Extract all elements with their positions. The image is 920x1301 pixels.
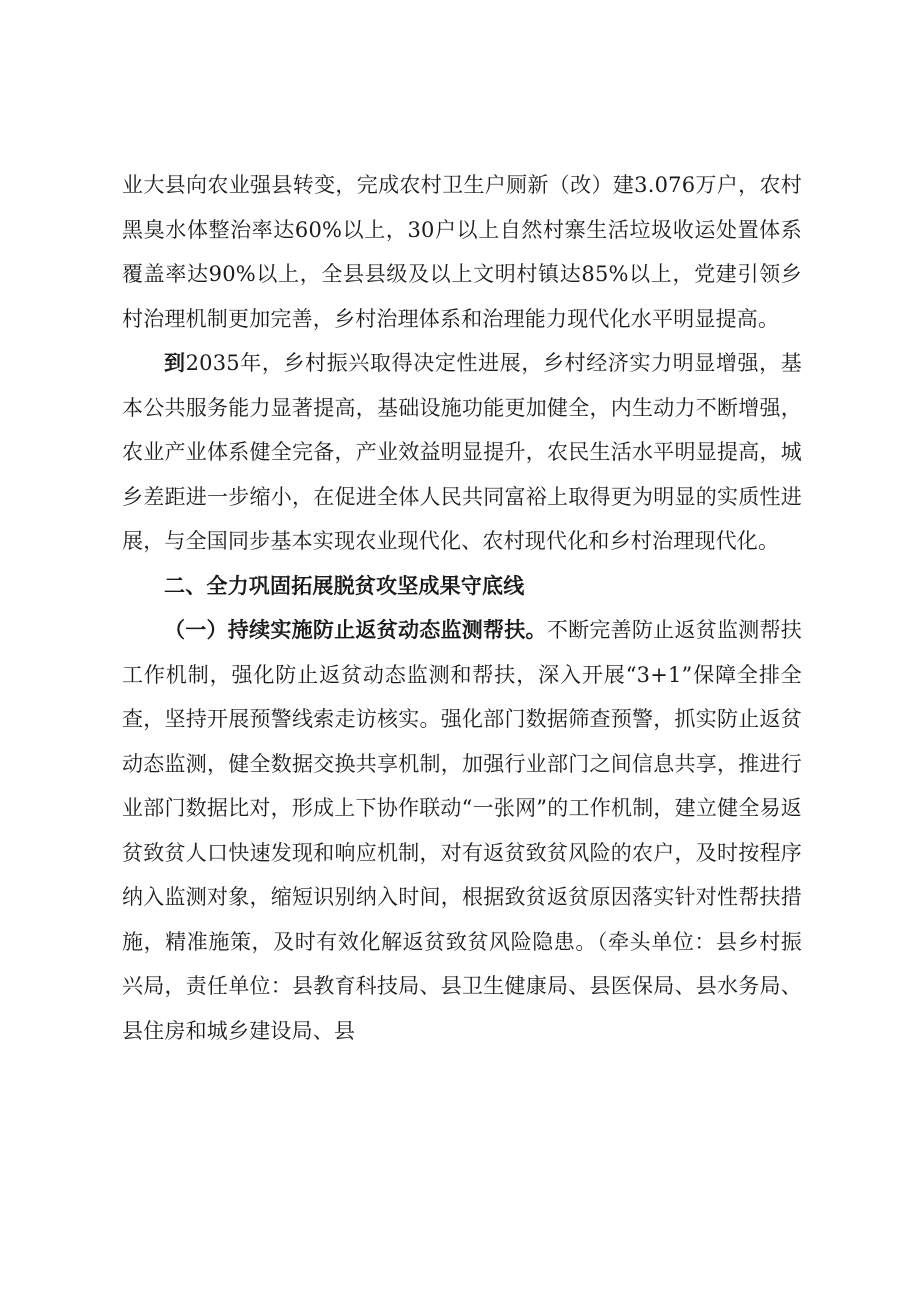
paragraph-text: 2035年，乡村振兴取得决定性进展，乡村经济实力明显增强，基本公共服务能力显著提高，基础设施功能更加健全，内生动力不断增强，农业产业体系健全完备，产业效益明显提升，农民生活水平明显提高，城乡差距进一步缩小，在促进全体人民共同富裕上取得更为明显的实质性进展，与全国同步基本实现农业现代化、农村现代化和乡村治理现代化。	[122, 351, 802, 553]
paragraph-text: 业大县向农业强县转变，完成农村卫生户厕新（改）建3.076万户，农村黑臭水体整治率达60%以上，30户以上自然村寨生活垃圾收运处置体系覆盖率达90%以上，全县县级及以上文明村镇达85%以上，党建引领乡村治理机制更加完善，乡村治理体系和治理能力现代化水平明显提高。	[122, 173, 802, 331]
paragraph-lead: 到	[164, 350, 186, 375]
paragraph-2035-goals	[122, 341, 802, 564]
paragraph-text: 不断完善防止返贫监测帮扶工作机制，强化防止返贫动态监测和帮扶，深入开展“3+1”保障全排全查，坚持开展预警线索走访核实。强化部门数据筛查预警，抓实防止返贫动态监测，健全数据交换共享机制，加强行业部门之间信息共享，推进行业部门数据比对，形成上下协作联动“一张网”的工作机制，建立健全易返贫致贫人口快速发现和响应机制，对有返贫致贫风险的农户，及时按程序纳入监测对象，缩短识别纳入时间，根据致贫返贫原因落实针对性帮扶措施，精准施策，及时有效化解返贫致贫风险隐患。（牵头单位：县乡村振兴局，责任单位：县教育科技局、县卫生健康局、县医保局、县水务局、县住房和城乡建设局、县	[122, 618, 802, 1043]
section-heading: 二、全力巩固拓展脱贫攻坚成果守底线	[164, 573, 525, 598]
paragraph-targets-continued	[122, 163, 802, 341]
subsection-heading: （一）持续实施防止返贫动态监测帮扶。	[164, 618, 547, 642]
document-body	[122, 163, 802, 1053]
paragraph-monitoring	[122, 608, 802, 1053]
